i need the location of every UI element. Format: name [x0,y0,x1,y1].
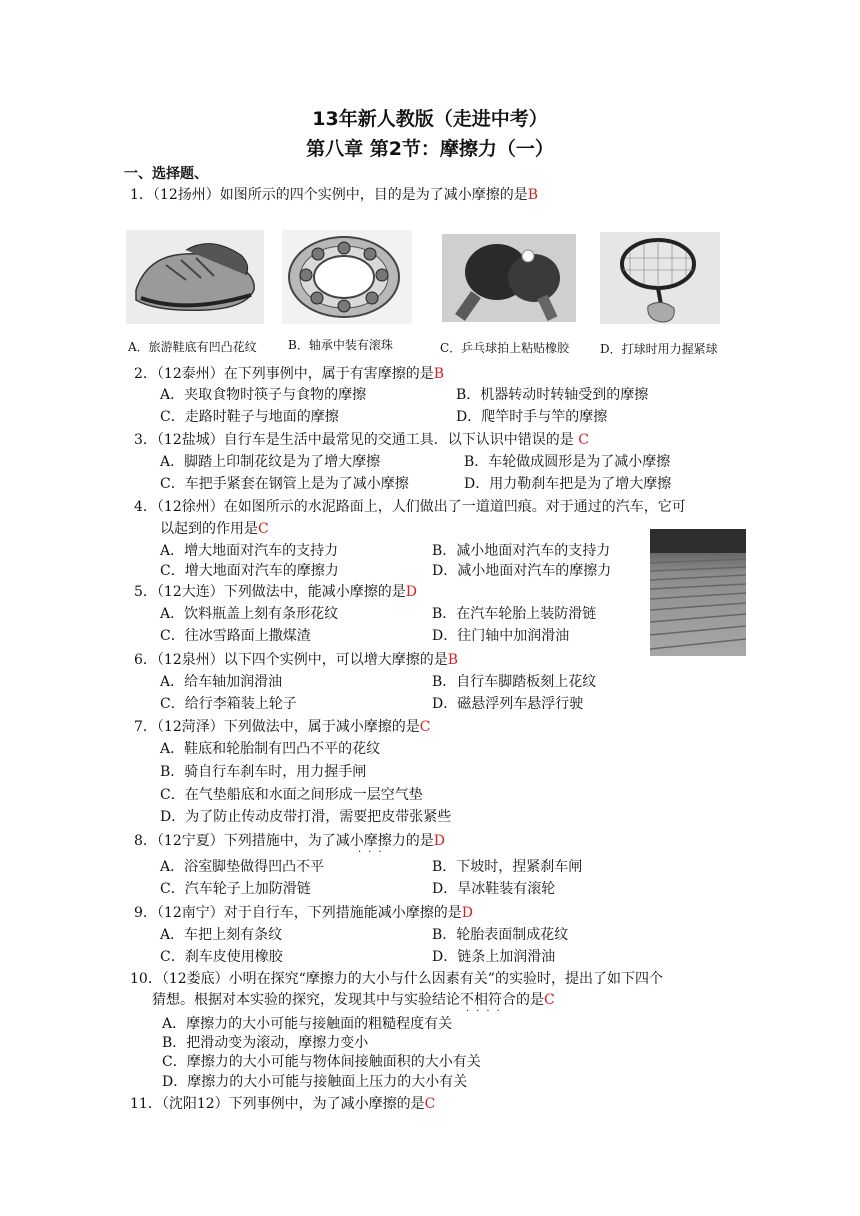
option-b: B．车轮做成圆形是为了减小摩擦 [464,454,671,470]
option-a: A．增大地面对汽车的支持力 [160,543,339,559]
option-d: D．摩擦力的大小可能与接触面上压力的大小有关 [162,1074,468,1090]
option-b: B．下坡时，捏紧刹车闸 [432,859,583,875]
option-b: B．在汽车轮胎上装防滑链 [432,606,597,622]
answer: D [461,905,473,921]
answer: C [578,432,589,448]
racket-image [600,232,720,324]
question-10: 10．（12娄底）小明在探究“摩擦力的大小与什么因素有关”的实验时，提出了如下四个 [130,971,663,987]
question-5 [134,583,417,601]
option-c: C．摩擦力的大小可能与物体间接触面积的大小有关 [162,1054,481,1070]
emphasis-dots: ···· [466,1006,507,1017]
option-c: C．往冰雪路面上撒煤渣 [160,628,311,644]
question-stem: 11．（沈阳12）下列事例中，为了减小摩擦的是 [130,1096,425,1112]
answer: C [258,521,269,537]
option-c: C．走路时鞋子与地面的摩擦 [160,409,339,425]
option-c: C．车把手紧套在钢管上是为了减小摩擦 [160,476,409,492]
option-a: A．夹取食物时筷子与食物的摩擦 [160,387,367,403]
question-6 [134,651,458,669]
question-11 [130,1095,435,1113]
caption-a: A．旅游鞋底有凹凸花纹 [128,340,257,354]
answer: B [433,366,445,382]
option-b: B．机器转动时转轴受到的摩擦 [456,387,649,403]
option-d: D．往门轴中加润滑油 [432,628,570,644]
question-stem: 8．（12宁夏）下列措施中，为了减小摩擦力的是 [134,833,434,849]
option-a: A．脚踏上印制花纹是为了增大摩擦 [160,454,381,470]
question-stem: 2．（12泰州）在下列事例中，属于有害摩擦的是 [134,366,434,382]
option-b: B．减小地面对汽车的支持力 [432,543,611,559]
caption-b: B．轴承中装有滚珠 [288,338,393,352]
option-d: D．用力勒刹车把是为了增大摩擦 [464,476,672,492]
option-d: D．减小地面对汽车的摩擦力 [432,563,612,579]
question-stem: 5．（12大连）下列做法中，能减小摩擦的是 [134,584,406,600]
question-stem: 6．（12泉州）以下四个实例中，可以增大摩擦的是 [134,652,448,668]
paddle-image [442,234,576,322]
option-a: A．摩擦力的大小可能与接触面的粗糙程度有关 [162,1016,453,1032]
option-a: A．给车轴加润滑油 [160,674,283,690]
question-2 [134,365,444,383]
option-d: D．为了防止传动皮带打滑，需要把皮带张紧些 [160,809,452,825]
bearing-image [282,230,412,324]
question-stem: 7．（12菏泽）下列做法中，属于减小摩擦的是 [134,719,420,735]
question-4: 4．（12徐州）在如图所示的水泥路面上，人们做出了一道道凹痕。对于通过的汽车，它可 [134,499,686,515]
option-c: C．给行李箱装上轮子 [160,696,297,712]
question-3 [134,431,589,449]
option-d: D．磁悬浮列车悬浮行驶 [432,696,584,712]
option-c: C．增大地面对汽车的摩擦力 [160,563,339,579]
answer: C [544,992,555,1008]
shoe-image [126,230,264,324]
option-b: B．自行车脚踏板刻上花纹 [432,674,597,690]
answer: C [424,1096,436,1112]
option-d: D．链条上加润滑油 [432,949,556,965]
question-7 [134,718,430,736]
option-b: B．骑自行车刹车时，用力握手闸 [160,764,367,780]
road-image [650,529,746,656]
question-stem: 3．（12盐城）自行车是生活中最常见的交通工具．以下认识中错误的是 [134,432,574,448]
option-a: A．浴室脚垫做得凹凸不平 [160,859,325,875]
question-4-cont [160,520,269,538]
option-d: D．爬竿时手与竿的摩擦 [456,409,608,425]
option-a: A．饮料瓶盖上刻有条形花纹 [160,606,339,622]
answer: D [405,584,417,600]
answer: D [433,833,445,849]
caption-d: D．打球时用力握紧球 [600,342,718,356]
chapter-title: 第八章 第2节：摩擦力（一） [306,138,554,160]
option-c: C．刹车皮使用橡胶 [160,949,283,965]
question-9 [134,904,473,922]
answer: B [527,187,539,203]
question-8 [134,832,445,850]
answer: C [419,719,431,735]
question-stem: 1．（12扬州）如图所示的四个实例中，目的是为了减小摩擦的是 [130,187,528,203]
option-c: C．汽车轮子上加防滑链 [160,881,311,897]
section-heading: 一、选择题、 [124,166,208,182]
option-b: B．把滑动变为滚动，摩擦力变小 [162,1035,369,1051]
question-1 [130,186,538,204]
option-a: A．车把上刻有条纹 [160,927,283,943]
page-title: 13年新人教版（走进中考） [312,108,548,130]
question-stem: 以起到的作用是 [160,521,258,537]
emphasis-dots: ··· [358,847,389,858]
option-c: C．在气垫船底和水面之间形成一层空气垫 [160,787,423,803]
caption-c: C．乒乓球拍上粘贴橡胶 [440,341,570,355]
option-d: D．旱冰鞋装有滚轮 [432,881,556,897]
question-stem: 猜想。根据对本实验的探究，发现其中与实验结论不相符合的是 [152,992,544,1008]
answer: B [447,652,459,668]
question-stem: 9．（12南宁）对于自行车，下列措施能减小摩擦的是 [134,905,462,921]
option-b: B．轮胎表面制成花纹 [432,927,569,943]
option-a: A．鞋底和轮胎制有凹凸不平的花纹 [160,741,381,757]
